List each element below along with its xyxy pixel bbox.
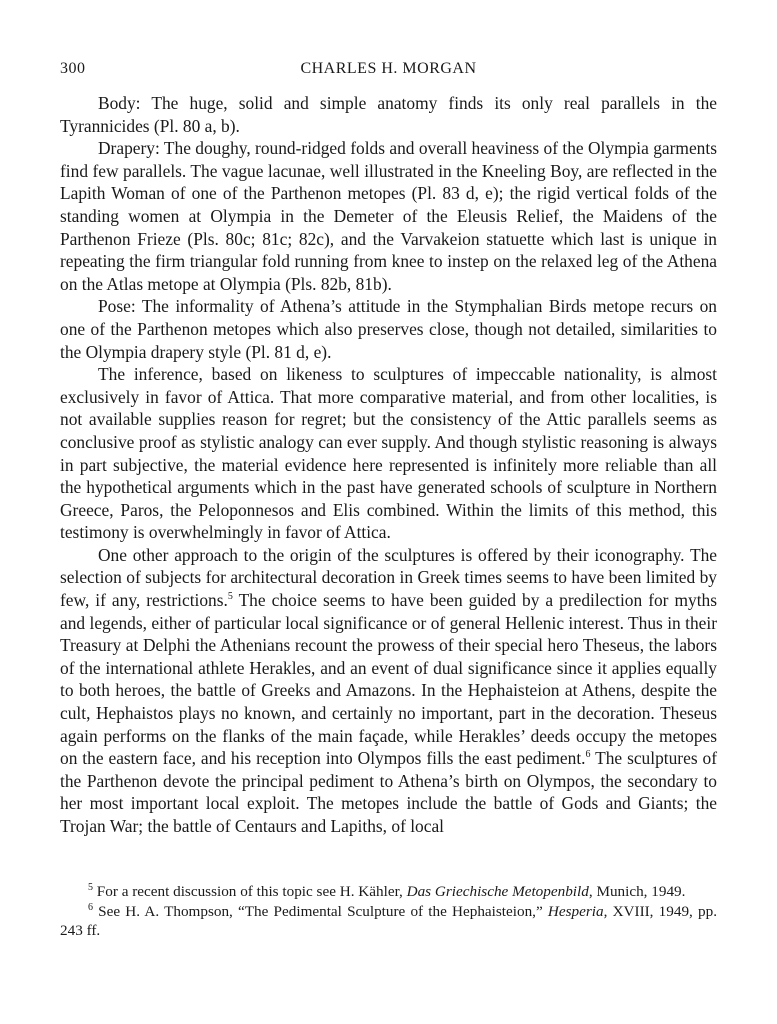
paragraph-body xyxy=(60,92,717,137)
footnote-title: Das Griechische Metopenbild xyxy=(406,883,589,900)
paragraph-label: Drapery: xyxy=(98,138,160,159)
footnotes xyxy=(60,882,717,941)
paragraph-drapery xyxy=(60,137,717,295)
paragraph-pose xyxy=(60,295,717,363)
footnote-text: See H. A. Thompson, “The Pedimental Sculpture of the Hephaisteion,” xyxy=(93,902,548,920)
footnote-reference[interactable]: 6 xyxy=(585,749,591,761)
paragraph-iconography xyxy=(60,544,717,838)
paragraph-text: One other approach to the origin of the sculptures is offered by their iconography. The selection of subjects for architectural decoration in Greek times seems to have been limited by few, if any, restrictions. xyxy=(60,544,717,611)
footnote-reference[interactable]: 5 xyxy=(227,591,233,603)
footnote xyxy=(60,902,717,941)
paragraph-text: The sculptures of the Parthenon devote the principal pediment to Athena’s birth on Olympos, the secondary to her most important local exploit. The metopes include the battle of Gods and Giants; the Trojan War; the battle of Centaurs and Lapiths, of local xyxy=(60,748,717,836)
footnote-text: , XVIII, 1949, pp. 243 ff. xyxy=(60,902,718,939)
body-text xyxy=(60,92,717,838)
paragraph-inference xyxy=(60,363,717,544)
running-title: CHARLES H. MORGAN xyxy=(300,60,477,77)
footnote-text: For a recent discussion of this topic see H. Kähler, xyxy=(93,883,407,900)
footnote-text: , Munich, 1949. xyxy=(588,883,686,900)
footnote-marker: 5 xyxy=(88,881,93,893)
paragraph-text: The informality of Athena’s attitude in the Stymphalian Birds metope recurs on one of the Parthenon metopes which also preserves close, though not detailed, similarities to the Olympia drapery style (Pl. 81 d, e). xyxy=(60,296,717,362)
paragraph-text: The huge, solid and simple anatomy finds its only real parallels in the Tyrannicides (Pl. 80 a, b). xyxy=(60,93,717,136)
paragraph-text: The doughy, round-ridged folds and overall heaviness of the Olympia garments find few parallels. The vague lacunae, well illustrated in the Kneeling Boy, are reflected in the Lapith Woman of one of the Parthenon metopes (Pl. 83 d, e); the rigid vertical folds of the standing women at Olympia in the Demeter of the Eleusis Relief, the Maidens of the Parthenon Frieze (Pls. 80c; 81c; 82c), and the Varvakeion statuette which last is unique in repeating the firm triangular fold running from knee to instep on the relaxed leg of the Athena on the Atlas metope at Olympia (Pls. 82b, 81b). xyxy=(60,138,717,294)
footnote-title: Hesperia xyxy=(547,902,604,920)
running-head xyxy=(60,60,717,84)
paragraph-text: The inference, based on likeness to sculptures of impeccable nationality, is almost exclusively in favor of Attica. That more comparative material, and from other localities, is not available supplies reason for regret; but the consistency of the Attic parallels seems as conclusive proof as stylistic analogy can ever supply. And though stylistic reasoning is always in part subjective, the material evidence here represented is infinitely more reliable than all the hypothetical arguments which in the past have generated schools of sculpture in Northern Greece, Paros, the Peloponnesos and Elis combined. Within the limits of this method, this testimony is overwhelmingly in favor of Attica. xyxy=(60,364,717,543)
footnote-marker: 6 xyxy=(88,901,93,913)
footnote xyxy=(60,882,717,902)
paragraph-label: Pose: xyxy=(98,296,136,317)
paragraph-text: The choice seems to have been guided by a predilection for myths and legends, either of particular local significance or of general Hellenic interest. Thus in their Treasury at Delphi the Athenians recount the prowess of their special hero Theseus, the labors of the international athlete Herakles, and an event of dual significance since it applies equally to both heroes, the battle of Greeks and Amazons. In the Hephaisteion at Athens, despite the cult, Hephaistos plays no known, and certainly no important, part in the decoration. Theseus again performs on the flanks of the main façade, while Herakles’ deeds occupy the metopes on the eastern face, and his reception into Olympos fills the east pediment. xyxy=(60,590,717,769)
paragraph-label: Body: xyxy=(98,93,141,113)
page-number: 300 xyxy=(60,60,86,77)
